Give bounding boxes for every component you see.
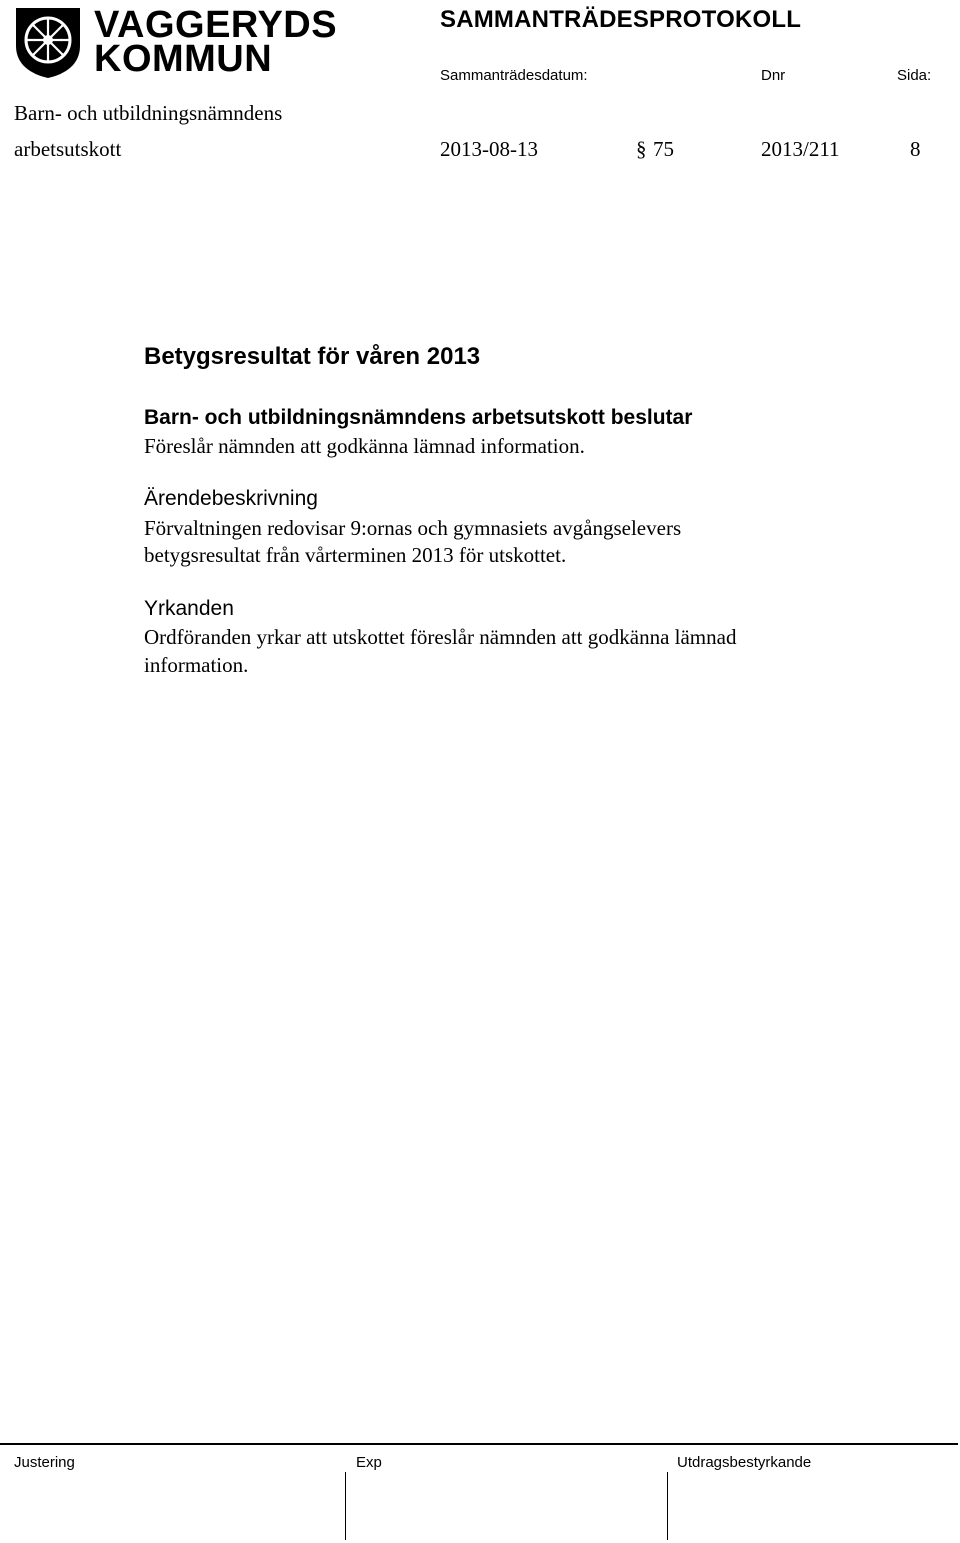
page-title: Betygsresultat för våren 2013 [144, 343, 481, 370]
logo-text-line1: VAGGERYDS [94, 4, 338, 46]
footer-divider-1 [345, 1472, 346, 1540]
exp-label: Exp [356, 1454, 382, 1471]
meeting-date-label: Sammanträdesdatum: [440, 67, 588, 84]
decision-text: Föreslår nämnden att godkänna lämnad information. [144, 434, 585, 458]
description-heading: Ärendebeskrivning [144, 487, 318, 510]
utdrag-label: Utdragsbestyrkande [677, 1454, 812, 1471]
org-name-line1: Barn- och utbildningsnämndens [14, 101, 283, 125]
paragraph-sign: § [636, 137, 647, 161]
paragraph-number: 75 [653, 137, 674, 161]
decision-heading: Barn- och utbildningsnämndens arbetsutskott beslutar [144, 406, 693, 429]
description-line2: betygsresultat från vårterminen 2013 för utskottet. [144, 543, 567, 567]
meeting-date-value: 2013-08-13 [440, 137, 538, 161]
footer-rule [0, 1443, 958, 1445]
justering-label: Justering [14, 1454, 75, 1471]
municipality-logo-icon [12, 4, 84, 80]
protocol-title: SAMMANTRÄDESPROTOKOLL [440, 6, 802, 33]
description-line1: Förvaltningen redovisar 9:ornas och gymnasiets avgångselevers [144, 516, 682, 540]
dnr-label: Dnr [761, 67, 786, 84]
page-number: 8 [910, 137, 921, 161]
dnr-value: 2013/211 [761, 137, 840, 161]
motion-line1: Ordföranden yrkar att utskottet föreslår nämnden att godkänna lämnad [144, 625, 737, 649]
motion-line2: information. [144, 653, 249, 677]
footer-divider-2 [667, 1472, 668, 1540]
page-label: Sida: [897, 67, 932, 84]
logo-text-line2: KOMMUN [94, 38, 273, 80]
org-name-line2: arbetsutskott [14, 137, 122, 161]
motion-heading: Yrkanden [144, 597, 234, 620]
